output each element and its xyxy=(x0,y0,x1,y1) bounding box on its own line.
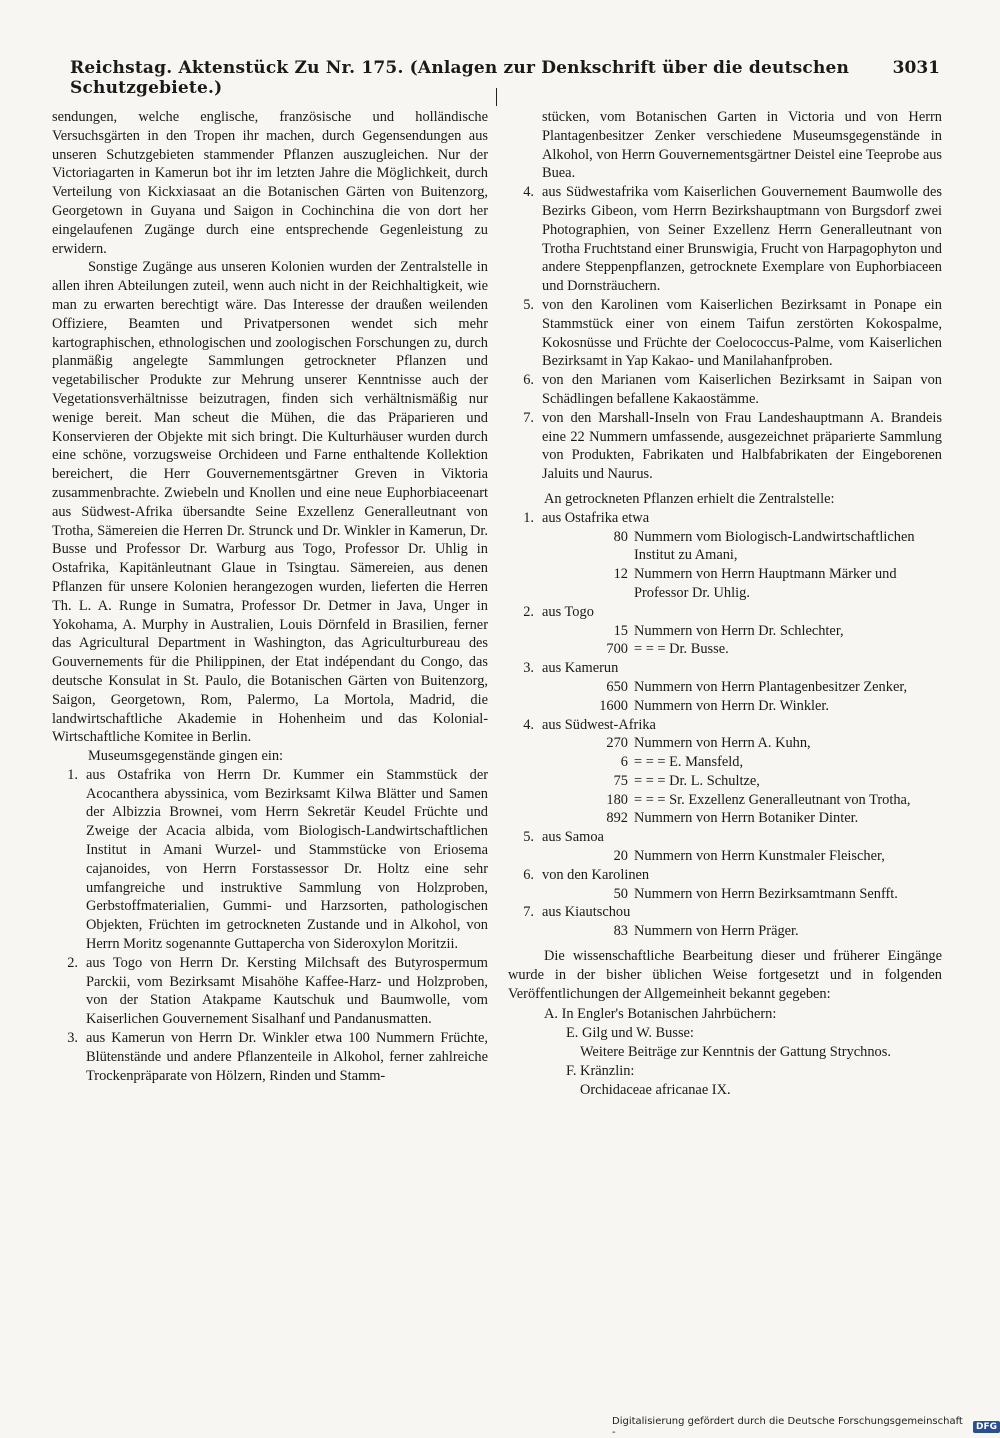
dried-entry xyxy=(508,772,942,791)
group-label: aus Ostafrika etwa xyxy=(542,509,650,526)
entry-count: 650 xyxy=(606,678,628,695)
entry-text: Nummern von Herrn Botaniker Dinter. xyxy=(634,810,859,827)
group-number: 7. xyxy=(523,904,534,921)
list-item-continuation xyxy=(508,108,942,183)
footer-text: Digitalisierung gefördert durch die Deutsche Forschungsgemeinschaft - xyxy=(612,1416,963,1438)
dried-group xyxy=(508,903,942,922)
publication-author: F. Kränzlin: xyxy=(566,1062,635,1079)
dried-entry xyxy=(508,922,942,941)
paragraph: sendungen, welche englische, französische und holländische Versuchsgärten in den Tropen ihr machen, durch Gegensendungen aus unseren Schutzgebieten stammender Pflanzen auszugleichen. Nur der Victoriagarten in Kamerun bot ihr im letzten Jahre die Möglichkeit, durch Verteilung von Kickxiasaat an die Botanischen Gärten von Buitenzorg, Georgetown in Guyana und Saigon in Cochinchina die von dort her eingelaufenen Zugänge durch eine entsprechende Gegenleistung zu erwidern. xyxy=(52,109,488,257)
entry-text: = = = Dr. L. Schultze, xyxy=(634,772,760,789)
publication-author: E. Gilg und W. Busse: xyxy=(566,1025,694,1042)
list-item xyxy=(508,371,942,409)
item-number: 6. xyxy=(523,372,534,389)
dried-group xyxy=(508,659,942,678)
entry-text: = = = E. Mansfeld, xyxy=(634,754,744,771)
item-number: 5. xyxy=(523,296,534,313)
paragraph: Die wissenschaftliche Bearbeitung dieser und früherer Eingänge wurde in der bisher üblichen Weise fortgesetzt und in folgenden Veröffentlichungen der Allgemeinheit bekannt gegeben: xyxy=(508,948,942,1002)
dried-entry xyxy=(508,885,942,904)
page-header xyxy=(70,58,940,98)
entry-count: 75 xyxy=(613,772,628,789)
dried-entry xyxy=(508,847,942,866)
item-text: stücken, vom Botanischen Garten in Victoria und von Herrn Plantagenbesitzer Zenker verschiedene Museumsgegenstände in Alkohol, von Herrn Gouvernementsgärtner Deistel eine Teeprobe aus Buea. xyxy=(542,109,942,182)
group-number: 5. xyxy=(523,829,534,846)
list-item xyxy=(52,1029,488,1085)
running-title: Reichstag. Aktenstück Zu Nr. 175. (Anlagen zur Denkschrift über die deutschen Schutzgebiete.) xyxy=(70,58,850,98)
item-text: von den Marshall-Inseln von Frau Landeshauptmann A. Brandeis eine 22 Nummern umfassende, ausgezeichnet präparierte Sammlung von Produkten, Fabrikaten und Halbfabrikaten der Eingeborenen Jaluits und Naurus. xyxy=(542,409,942,483)
group-label: aus Kamerun xyxy=(542,660,619,677)
group-label: aus Samoa xyxy=(542,829,604,846)
section-intro: Museumsgegenstände gingen ein: xyxy=(88,748,284,765)
entry-count: 50 xyxy=(613,885,628,902)
section-intro: An getrockneten Pflanzen erhielt die Zentralstelle: xyxy=(544,490,835,507)
right-column xyxy=(508,108,942,1099)
entry-count: 270 xyxy=(606,735,628,752)
group-label: aus Kiautschou xyxy=(542,904,631,921)
entry-text: Nummern von Herrn Kunstmaler Fleischer, xyxy=(634,848,885,865)
list-item xyxy=(508,183,942,296)
dried-group xyxy=(508,866,942,885)
dried-plants-list xyxy=(508,509,942,941)
dried-entry xyxy=(508,565,942,603)
dried-entry xyxy=(508,697,942,716)
entry-text: = = = Dr. Busse. xyxy=(634,641,729,658)
entry-text: Nummern von Herrn Dr. Winkler. xyxy=(634,697,829,714)
item-text: aus Kamerun von Herrn Dr. Winkler etwa 100 Nummern Früchte, Blütenstände und andere Pflanzenteile in Alkohol, ferner zahlreiche Trockenpräparate von Hölzern, Rinden und Stamm- xyxy=(86,1030,488,1084)
dried-group xyxy=(508,509,942,528)
entry-text: Nummern von Herrn Dr. Schlechter, xyxy=(634,622,844,639)
item-text: aus Togo von Herrn Dr. Kersting Milchsaft des Butyrospermum Parckii, vom Bezirksamt Misahöhe Kaffee-Harz- und Holzproben, von der Station Atakpame Kautschuk und Baumwolle, vom Kaiserlichen Gouvernement Sisalhanf und Pandanusmatten. xyxy=(86,954,488,1028)
entry-count: 80 xyxy=(613,528,628,545)
item-number: 2. xyxy=(67,954,78,971)
group-number: 3. xyxy=(523,660,534,677)
entry-count: 6 xyxy=(620,754,628,771)
group-number: 4. xyxy=(523,716,534,733)
list-item xyxy=(508,296,942,371)
entry-text: Nummern von Herrn Plantagenbesitzer Zenker, xyxy=(634,678,908,695)
item-text: von den Marianen vom Kaiserlichen Bezirksamt in Saipan von Schädlingen befallene Kakaostämme. xyxy=(542,372,942,407)
dried-entry xyxy=(508,809,942,828)
publications xyxy=(508,1005,942,1099)
entry-text: Nummern von Herrn A. Kuhn, xyxy=(634,735,811,752)
dried-entry xyxy=(508,791,942,810)
digitization-footer xyxy=(612,1416,1000,1438)
item-number: 3. xyxy=(67,1030,78,1047)
dried-entry xyxy=(508,528,942,566)
page-number: 3031 xyxy=(892,58,940,78)
publication-title: Orchidaceae africanae IX. xyxy=(580,1081,731,1098)
entry-text: = = = Sr. Exzellenz Generalleutnant von Trotha, xyxy=(634,791,911,808)
entry-count: 180 xyxy=(606,791,628,808)
entry-count: 15 xyxy=(613,622,628,639)
item-text: aus Südwestafrika vom Kaiserlichen Gouvernement Baumwolle des Bezirks Gibeon, vom Herrn Bezirkshauptmann von Burgsdorf zwei Photographien, von Seiner Exzellenz Herrn Generalleutnant von Trotha Fruchtstand einer Brunswigia, Frucht von Harpagophyton und andere Steppenpflanzen, getrocknete Exemplare von Euphorbiaceen und Dornsträuchern. xyxy=(542,184,942,295)
dried-group xyxy=(508,828,942,847)
group-number: 1. xyxy=(523,509,534,526)
entry-text: Nummern von Herrn Bezirksamtmann Senfft. xyxy=(634,885,898,902)
group-label: aus Togo xyxy=(542,603,594,620)
dfg-logo: DFG xyxy=(973,1421,1000,1433)
dried-group xyxy=(508,716,942,735)
list-item xyxy=(52,954,488,1029)
entry-count: 892 xyxy=(606,810,628,827)
left-column xyxy=(52,108,488,1085)
dried-entry xyxy=(508,734,942,753)
entry-count: 1600 xyxy=(599,697,628,714)
list-item xyxy=(508,409,942,484)
entry-text: Nummern von Herrn Hauptmann Märker und Professor Dr. Uhlig. xyxy=(634,566,897,601)
item-number: 1. xyxy=(67,766,78,783)
dried-entry xyxy=(508,640,942,659)
group-label: von den Karolinen xyxy=(542,866,650,883)
item-number: 7. xyxy=(523,409,534,426)
item-number: 4. xyxy=(523,184,534,201)
entry-text: Nummern vom Biologisch-Landwirtschaftlichen Institut zu Amani, xyxy=(634,528,915,564)
group-label: aus Südwest-Afrika xyxy=(542,716,656,733)
entry-count: 83 xyxy=(613,923,628,940)
dried-entry xyxy=(508,678,942,697)
entry-text: Nummern von Herrn Präger. xyxy=(634,923,799,940)
item-text: aus Ostafrika von Herrn Dr. Kummer ein Stammstück der Acocanthera abyssinica, vom Bezirksamt Kilwa Blätter und Samen der Albizzia Brownei, vom Herrn Sekretär Keudel Früchte und Zweige der Acacia albida, vom Biologisch-Landwirtschaftlichen Institut in Amani Wurzel- und Stammstücke von Eriosema cajanoides, von Herrn Forstassessor Dr. Holtz eine sehr umfangreiche und instruktive Sammlung von Holzproben, Gerbstoffmaterialien, Gummi- und Harzsorten, pathologischen Objekten, Früchten im getrockneten Zustande und in Alkohol, von Herrn Moritz sogenannte Guttapercha von Sideroxylon Moritzii. xyxy=(86,766,488,953)
dried-entry xyxy=(508,622,942,641)
group-number: 2. xyxy=(523,603,534,620)
publication-heading: A. In Engler's Botanischen Jahrbüchern: xyxy=(544,1006,777,1023)
entry-count: 12 xyxy=(613,566,628,583)
list-item xyxy=(52,766,488,954)
publication-title: Weitere Beiträge zur Kenntnis der Gattung Strychnos. xyxy=(580,1044,891,1061)
column-divider xyxy=(496,88,497,106)
group-number: 6. xyxy=(523,866,534,883)
entry-count: 700 xyxy=(606,641,628,658)
dried-group xyxy=(508,603,942,622)
item-text: von den Karolinen vom Kaiserlichen Bezirksamt in Ponape ein Stammstück einer von einem Taifun zerstörten Kokospalme, Kokosnüsse und Früchte der Coelococcus-Palme, vom Kaiserlichen Bezirksamt in Yap Kakao- und Manilahanfproben. xyxy=(542,296,942,370)
dried-entry xyxy=(508,753,942,772)
entry-count: 20 xyxy=(613,848,628,865)
paragraph: Sonstige Zugänge aus unseren Kolonien wurden der Zentralstelle in allen ihren Abteilungen zuteil, wenn auch nicht in der Reichhaltigkeit, wie man zu erwarten berechtigt wäre. Das Interesse der draußen weilenden Offiziere, Beamten und Privatpersonen wendet sich mehr kartographischen, ethnologischen und zoologischen Forschungen zu, durch planmäßig angelegte Sammlungen getrockneter Pflanzen und vegetabilischer Produkte zur Mehrung unserer Kenntnisse auch der Vegetationsverhältnisse beizutragen, finden sich verhältnismäßig nur wenige bereit. Man scheut die Mühen, die das Präparieren und Konservieren der Objekte mit sich bringt. Die Kulturhäuser wurden durch eine schöne, vorzugsweise Orchideen und Farne enthaltende Kollektion bereichert, die Herr Gouvernementsgärtner Greven in Viktoria zusammenbrachte. Zwiebeln und Knollen und eine neue Euphorbiaceenart aus Südwest-Afrika übersandte Seine Exzellenz Generalleutnant von Trotha, Sämereien die Herren Dr. Strunck und Dr. Winkler in Kamerun, Dr. Busse und Professor Dr. Warburg aus Togo, Professor Dr. Uhlig in Ostafrika, Kapitänleutnant Glaue in Tsingtau. Sämereien, aus denen Pflanzen für unsere Kolonien herangezogen wurden, lieferten die Herren Th. L. A. Runge in Sumatra, Professor Dr. Detmer in Java, Unger in Yokohama, A. Murphy in Australien, Louis Dörnfeld in Brasilien, ferner das Agricultural Department in Washington, das Agriculturbureau des Gouvernements für die Philippinen, der Etat indépendant du Congo, das deutsche Konsulat in St. Paulo, die Botanischen Gärten von Buitenzorg, Saigon, Georgetown, Rom, Palermo, La Mortola, Madrid, die landwirtschaftliche Akademie in Hohenheim und das Kolonial-Wirtschaftliche Komitee in Berlin. xyxy=(52,259,488,746)
